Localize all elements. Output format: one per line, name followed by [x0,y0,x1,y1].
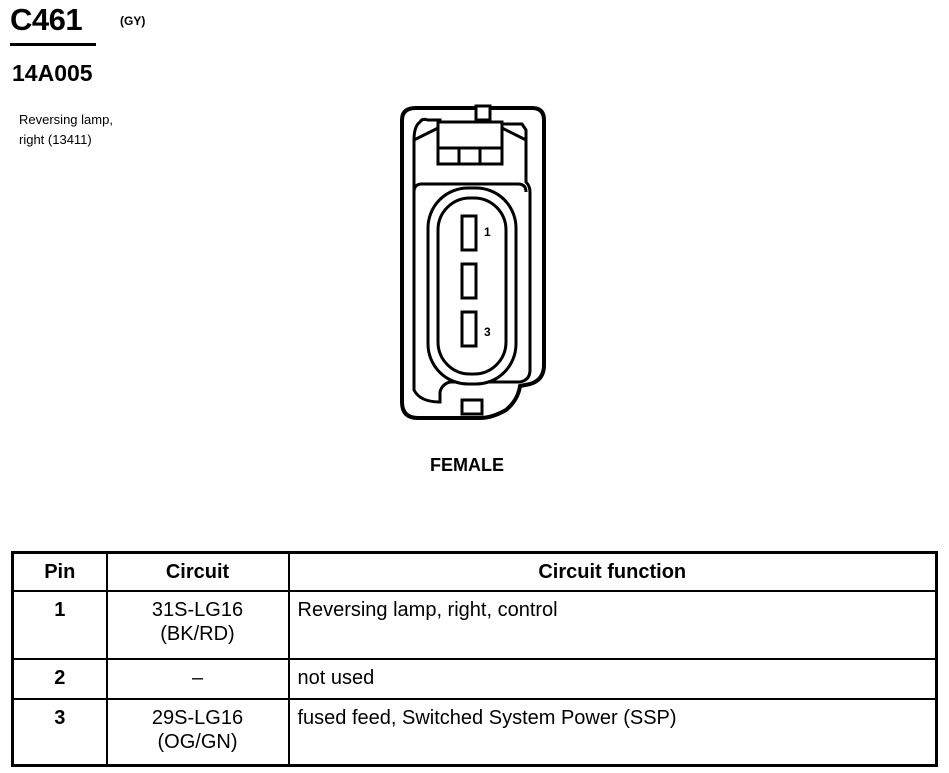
description-line-1: Reversing lamp, [19,112,113,127]
wire-color: (OG/GN) [157,731,238,753]
pin-cell: 2 [13,659,107,699]
pin-cell: 1 [13,591,107,659]
header-pin: Pin [13,553,107,592]
header-circuit-function: Circuit function [289,553,937,592]
pin-label-1: 1 [484,225,491,239]
circuit-code: 29S-LG16 [151,707,244,729]
connector-id: C461 [10,2,83,37]
circuit-cell [107,699,289,765]
function-cell: not used [289,659,937,699]
wire-color: (BK/RD) [160,623,235,645]
terminal-pin-2 [462,264,476,298]
function-cell: fused feed, Switched System Power (SSP) [289,699,937,765]
circuit-code: 31S-LG16 [151,599,244,621]
circuit-code: – [191,667,204,689]
circuit-cell [107,591,289,659]
pin-table [11,551,938,767]
pin-table-header-row [13,553,937,592]
description-line-2: right (13411) [19,132,92,147]
connector-id-underline [10,43,96,46]
connector-gender: FEMALE [430,455,504,475]
table-row [13,591,937,659]
header-circuit: Circuit [107,553,289,592]
latch-body [438,122,502,164]
connector-description [19,110,189,150]
connector-face-diagram [380,100,570,430]
terminal-pin-1 [462,216,476,250]
circuit-cell [107,659,289,699]
pin-label-3: 3 [484,325,491,339]
connector-color: (GY) [120,14,146,28]
part-number: 14A005 [12,60,93,86]
terminal-pin-3 [462,312,476,346]
bottom-key [462,400,482,414]
table-row [13,699,937,765]
latch-tab [476,106,490,120]
function-cell: Reversing lamp, right, control [289,591,937,659]
table-row [13,659,937,699]
pin-cell: 3 [13,699,107,765]
